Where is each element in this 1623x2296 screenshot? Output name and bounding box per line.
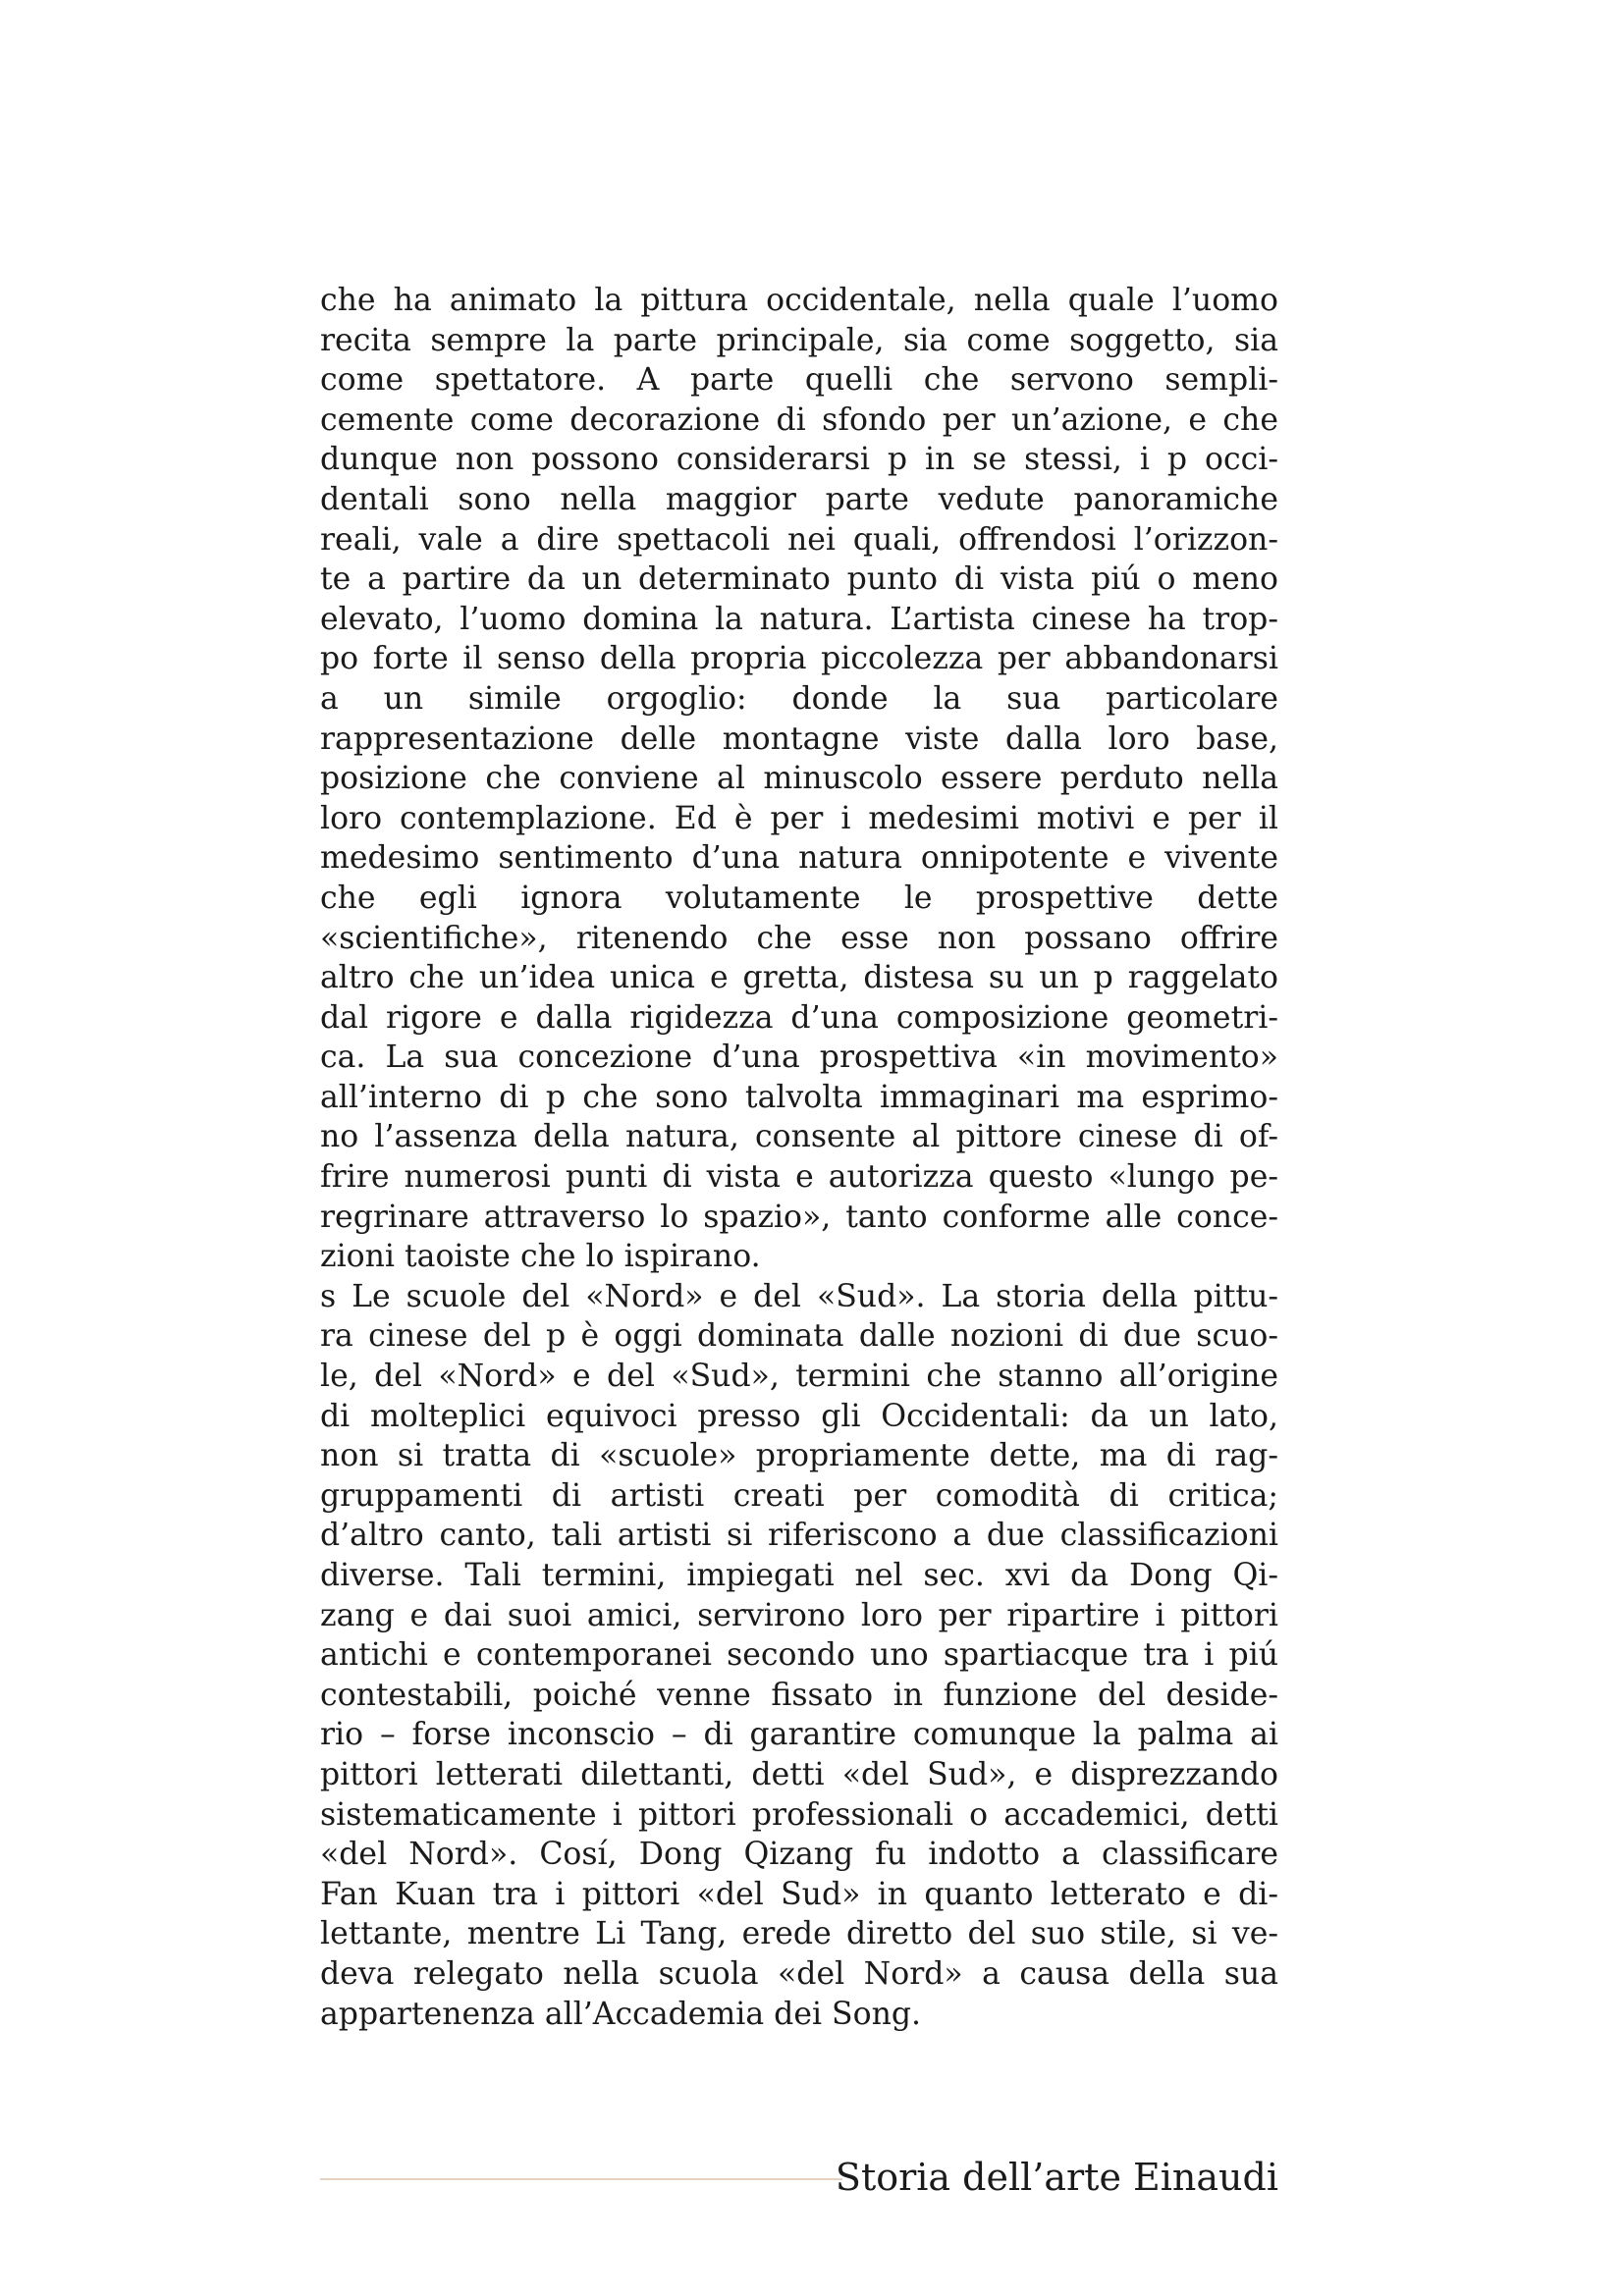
body-text <box>320 281 1278 2034</box>
text-line: frire numerosi punti di vista e autorizza questo «lungo pe- <box>320 1159 1278 1196</box>
text-line: deva relegato nella scuola «del Nord» a causa della sua <box>320 1955 1278 1992</box>
text-line: medesimo sentimento d’una natura onnipotente e vivente <box>320 840 1278 877</box>
text-line: reali, vale a dire spettacoli nei quali, offrendosi l’orizzon- <box>320 521 1278 558</box>
text-line: zang e dai suoi amici, servirono loro per ripartire i pittori <box>320 1597 1278 1633</box>
text-line: lettante, mentre Li Tang, erede diretto del suo stile, si ve- <box>320 1916 1278 1952</box>
text-line: di molteplici equivoci presso gli Occidentali: da un lato, <box>320 1398 1278 1434</box>
text-line: che egli ignora volutamente le prospettive dette <box>320 880 1278 916</box>
text-line: d’altro canto, tali artisti si riferiscono a due classificazioni <box>320 1518 1278 1554</box>
text-line: te a partire da un determinato punto di vista piú o meno <box>320 561 1278 598</box>
text-line: a un simile orgoglio: donde la sua particolare <box>320 680 1278 717</box>
text-line: zioni taoiste che lo ispirano. <box>320 1239 761 1275</box>
text-line: antichi e contemporanei secondo uno spartiacque tra i piú <box>320 1637 1278 1674</box>
text-line: recita sempre la parte principale, sia come soggetto, sia <box>320 322 1278 358</box>
text-line: no l’assenza della natura, consente al pittore cinese di of- <box>320 1119 1278 1155</box>
text-line: rio – forse inconscio – di garantire comunque la palma ai <box>320 1717 1278 1753</box>
text-line: regrinare attraverso lo spazio», tanto conforme alle conce- <box>320 1199 1278 1235</box>
text-line: ra cinese del p è oggi dominata dalle nozioni di due scuo- <box>320 1318 1278 1355</box>
footer-divider <box>320 2178 842 2180</box>
text-line: «scientifiche», ritenendo che esse non possano offrire <box>320 920 1278 956</box>
text-line: contestabili, poiché venne fissato in funzione del deside- <box>320 1677 1278 1713</box>
footer-title: Storia dell’arte Einaudi <box>835 2156 1278 2199</box>
text-line: che ha animato la pittura occidentale, nella quale l’uomo <box>320 283 1278 318</box>
text-line: posizione che conviene al minuscolo essere perduto nella <box>320 761 1278 797</box>
text-line: gruppamenti di artisti creati per comodità di critica; <box>320 1477 1278 1514</box>
text-line: po forte il senso della propria piccolezza per abbandonarsi <box>320 641 1278 677</box>
text-line: altro che un’idea unica e gretta, distesa su un p raggelato <box>320 960 1278 996</box>
text-line: dal rigore e dalla rigidezza d’una composizione geometri- <box>320 999 1278 1036</box>
text-line: come spettatore. A parte quelli che servono sempli- <box>320 362 1278 399</box>
text-line: diverse. Tali termini, impiegati nel sec. xvi da Dong Qi- <box>320 1558 1278 1593</box>
text-line: non si tratta di «scuole» propriamente dette, ma di rag- <box>320 1438 1278 1474</box>
text-line: elevato, l’uomo domina la natura. L’artista cinese ha trop- <box>320 601 1278 637</box>
text-line: le, del «Nord» e del «Sud», termini che stanno all’origine <box>320 1359 1278 1395</box>
text-line: all’interno di p che sono talvolta immaginari ma esprimo- <box>320 1079 1278 1115</box>
text-line: pittori letterati dilettanti, detti «del Sud», e disprezzando <box>320 1756 1278 1792</box>
text-line: sistematicamente i pittori professionali o accademici, detti <box>320 1796 1278 1833</box>
text-line: loro contemplazione. Ed è per i medesimi motivi e per il <box>320 800 1278 836</box>
text-line: dentali sono nella maggior parte vedute panoramiche <box>320 481 1278 517</box>
text-line: «del Nord». Cosí, Dong Qizang fu indotto a classificare <box>320 1837 1278 1873</box>
text-line: dunque non possono considerarsi p in se stessi, i p occi- <box>320 442 1278 478</box>
text-line: rappresentazione delle montagne viste dalla loro base, <box>320 721 1278 757</box>
text-line: ca. La sua concezione d’una prospettiva «in movimento» <box>320 1040 1278 1076</box>
text-line: cemente come decorazione di sfondo per un’azione, e che <box>320 401 1278 438</box>
text-line: Fan Kuan tra i pittori «del Sud» in quanto letterato e di- <box>320 1876 1278 1912</box>
text-line: appartenenza all’Accademia dei Song. <box>320 1996 922 2032</box>
text-line: s Le scuole del «Nord» e del «Sud». La storia della pittu- <box>320 1278 1278 1314</box>
